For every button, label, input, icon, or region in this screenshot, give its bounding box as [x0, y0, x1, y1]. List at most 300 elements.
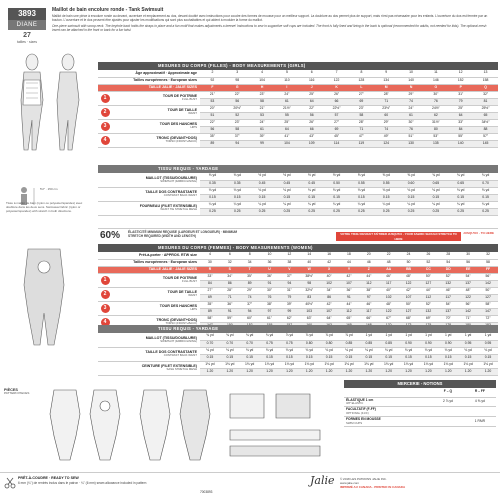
yardage-yd-cell: 1⅛ yd [458, 361, 478, 368]
ready-to-sew: PRÊT-À-COUDRE · READY TO SEW [18, 476, 79, 480]
measure-in-cell: 51" [399, 133, 424, 140]
age-row-cell: 8 [349, 70, 374, 77]
notions-header-row [344, 388, 496, 397]
measure-cm-cell: 99 [279, 308, 299, 315]
measure-in-cell: 38" [359, 287, 379, 294]
measure-cm-cell: 122 [399, 280, 419, 287]
rtw-size-row [98, 252, 498, 259]
measure-number-icon: 4 [98, 133, 112, 147]
measure-in-cell: 34" [319, 287, 339, 294]
yardage-m-cell: 0.70 [200, 340, 220, 347]
yardage-yd-cell: 1 yd [478, 333, 498, 340]
measure-number-icon [98, 347, 112, 361]
measure-in-cell: 34" [220, 273, 240, 280]
measure-cm-cell: 91 [260, 280, 280, 287]
yardage-yd-cell: ⅛ yd [438, 347, 458, 354]
yardage-m-cell: 0.15 [339, 354, 359, 361]
yardage-yd-cell: ⅞ yd [299, 333, 319, 340]
row-label: TAILLE DOS CONTRASTANTE CONTRAST BACK WAIST [112, 187, 200, 201]
yardage-yd-cell: ¼ yd [448, 201, 473, 208]
description-en: One-piece swimsuit with scoop neck. The keyhole back holds the straps in place and a fun motif that makes adjustments a breeze! Instructions to sew in supportive soft cups are included. The front is fully lined and lining in the back is optional (recommended for adults, not needed for kids). The optional mesh insert can be attached in the front or back for a fun twist. [52, 23, 487, 32]
measure-number-icon [98, 252, 112, 259]
measure-in-cell: 37" [240, 301, 260, 308]
measure-cm-cell: 112 [418, 294, 438, 301]
measure-in-cell: 50" [478, 287, 498, 294]
yardage-m-cell: 0.25 [399, 208, 424, 215]
measure-in-cell: 21½" [274, 105, 299, 112]
measure-cm-cell: 94 [279, 280, 299, 287]
women-band: MESURES DU CORPS (FEMMES) - BODY MEASUREMENTS (WOMEN) [98, 244, 498, 252]
measure-in-cell: 25" [274, 119, 299, 126]
measure-row-in [98, 287, 498, 294]
measure-in-cell: 59" [220, 315, 240, 322]
notions-row [344, 397, 496, 407]
yardage-m-cell: 0.45 [274, 180, 299, 187]
yardage-m-cell: 0.15 [423, 194, 448, 201]
yardage-yd-cell: ¼ yd [274, 201, 299, 208]
measure-in-cell: 27" [324, 119, 349, 126]
row-label: TOUR DES HANCHES HIPS [112, 301, 200, 315]
measure-in-cell: 46" [379, 273, 399, 280]
yardage-yd-cell: 1 yd [379, 333, 399, 340]
measure-in-cell: 21" [200, 91, 225, 98]
size-count-label: tailles · sizes [16, 40, 38, 45]
yardage-m-cell: 0.15 [299, 194, 324, 201]
yardage-yd-cell: ¼ yd [324, 201, 349, 208]
measure-cm-cell: 102 [379, 294, 399, 301]
yardage-m-cell: 0.60 [399, 180, 424, 187]
measure-in-cell: 32" [473, 91, 498, 98]
yardage-yd-cell: ⅞ yd [279, 333, 299, 340]
measure-cm-cell: 103 [299, 308, 319, 315]
measure-cm-cell: 109 [299, 140, 324, 147]
rtw-size-row-cell: 8 [240, 252, 260, 259]
euro-size-row-cell: 56 [458, 259, 478, 266]
measure-row-in [98, 91, 498, 98]
yardage-yd-cell: ½ yd [324, 173, 349, 180]
yardage-m-cell: 1.20 [240, 368, 260, 375]
yardage-yd-cell: ⅛ yd [399, 187, 424, 194]
notions-row-label: FACULTATIF (F-FF) OPTIONAL (F-FF) [344, 407, 432, 417]
yardage-m-cell: 0.65 [448, 180, 473, 187]
yardage-yd-cell: 1⅛ yd [359, 361, 379, 368]
measure-in-cell: 48" [399, 273, 419, 280]
measure-in-cell: 38½" [299, 273, 319, 280]
notions-row [344, 417, 496, 427]
yardage-m-cell: 0.15 [250, 194, 275, 201]
footer-notes [18, 476, 168, 485]
measure-in-cell: 69" [418, 315, 438, 322]
yardage-m-cell: 0.55 [374, 180, 399, 187]
yardage-m-cell: 0.25 [324, 208, 349, 215]
row-label: CEINTURE (FILET EXTENSIBLE) SASH STRETCH MESH [112, 361, 200, 375]
yardage-m-cell: 0.70 [220, 340, 240, 347]
yardage-m-cell: 1.20 [478, 368, 498, 375]
jalie-size-row-cell: AA [379, 266, 399, 273]
measure-in-cell: 34½" [473, 119, 498, 126]
jalie-size-row-cell: O [423, 84, 448, 91]
measure-in-cell: 39" [250, 133, 275, 140]
yardage-m-cell: 1.20 [438, 368, 458, 375]
age-row [98, 70, 498, 77]
measure-in-cell: 58" [200, 315, 220, 322]
yardage-m-cell: 0.15 [379, 354, 399, 361]
measure-in-cell: 24½" [423, 105, 448, 112]
jalie-size-row [98, 84, 498, 91]
measure-in-cell: 27" [200, 287, 220, 294]
yardage-m-cell: 0.90 [418, 340, 438, 347]
row-label: TAILLE JALIE · JALIE SIZES [112, 84, 200, 91]
girls-yardage-table [98, 173, 498, 216]
age-row-cell: 12 [448, 70, 473, 77]
yardage-yd-cell: ¾ yd [240, 333, 260, 340]
row-label: FOURNEAU (FILET EXTENSIBLE) WAIST TIE STRETCH MESH [112, 201, 200, 215]
measure-in-cell: 32½" [299, 287, 319, 294]
measure-in-cell: 23" [225, 119, 250, 126]
measure-cm-cell: 107 [319, 308, 339, 315]
measure-in-cell: 43" [299, 133, 324, 140]
measure-number-icon [98, 173, 112, 187]
notions-panel [344, 380, 496, 427]
age-row-cell: 9 [374, 70, 399, 77]
euro-size-row-cell: 134 [374, 77, 399, 84]
girls-measurement-table [98, 70, 498, 148]
measure-cm-cell: 56 [299, 112, 324, 119]
yardage-yd-cell: ⅛ yd [250, 187, 275, 194]
jalie-size-row-cell: N [399, 84, 424, 91]
measure-in-cell: 36" [339, 287, 359, 294]
yardage-m-cell: 0.90 [399, 340, 419, 347]
jalie-size-row-cell: EE [458, 266, 478, 273]
copyright-block [340, 477, 405, 489]
euro-size-row-cell: 52 [418, 259, 438, 266]
yardage-m-cell: 0.45 [250, 180, 275, 187]
measure-in-cell: 50" [418, 273, 438, 280]
yardage-m-cell: 0.15 [299, 354, 319, 361]
description-fr: Maillot de bain une pièce à encolure ronde au devant, ouverture et emplacement au dos, devant doublé avec instructions pour coudre des formes de mousse pour un meilleur support. La doublure au dos permet plus de support, mais n'est pas nécessaire pour les enfants. L'ouverture du dos est fermée par un bouton. L'ouverture et le dos peuvent être ajustés pour ajuster les modifications qui sont plus souhaitables et qui aident à moduler la forme du maillot. [52, 14, 488, 22]
yardage-row-yd [98, 187, 498, 194]
measure-in-cell: 28" [349, 119, 374, 126]
measure-in-cell: 42" [399, 287, 419, 294]
size-count-value: 27 [23, 32, 31, 39]
measure-in-cell: 40½" [299, 301, 319, 308]
measure-number-icon: 3 [98, 119, 112, 133]
measure-cm-cell: 147 [478, 308, 498, 315]
measure-cm-cell: 57 [324, 112, 349, 119]
yardage-m-cell: 0.25 [225, 208, 250, 215]
measure-cm-cell: 81 [473, 98, 498, 105]
age-row-cell: 6 [299, 70, 324, 77]
measure-cm-cell: 53 [250, 112, 275, 119]
notions-band: MERCERIE - NOTIONS [344, 380, 496, 388]
women-measurement-table [98, 252, 498, 330]
yardage-m-cell: 0.35 [200, 180, 225, 187]
swimsuit-illustration [10, 50, 90, 180]
yardage-yd-cell: ⅛ yd [448, 187, 473, 194]
measure-cm-cell: 104 [274, 140, 299, 147]
measure-in-cell: 33" [448, 119, 473, 126]
measure-in-cell: 31½" [423, 119, 448, 126]
euro-size-row-cell: 116 [299, 77, 324, 84]
measure-in-cell: 46" [438, 287, 458, 294]
yardage-m-cell: 0.50 [324, 180, 349, 187]
measure-cm-cell: 53 [200, 98, 225, 105]
measure-cm-cell: 117 [359, 308, 379, 315]
measure-number-icon: 2 [98, 105, 112, 119]
measure-in-cell: 33" [200, 273, 220, 280]
measure-cm-cell: 122 [379, 308, 399, 315]
measure-in-cell: 22" [299, 105, 324, 112]
jalie-size-row-cell: I [274, 84, 299, 91]
yardage-yd-cell: ⅛ yd [200, 187, 225, 194]
euro-size-row-cell: 140 [399, 77, 424, 84]
measure-cm-cell: 56 [200, 126, 225, 133]
yardage-yd-cell: ⅛ yd [319, 347, 339, 354]
measure-in-cell: 39" [279, 301, 299, 308]
rtw-size-row-cell: 6 [220, 252, 240, 259]
jalie-size-row-cell: T [240, 266, 260, 273]
yardage-yd-cell: ⅜ yd [225, 173, 250, 180]
yardage-yd-cell: 1⅛ yd [399, 361, 419, 368]
notions-col2: R – FF [464, 388, 496, 397]
measure-in-cell: 21" [250, 105, 275, 112]
jalie-size-row-cell: R [200, 266, 220, 273]
measure-in-cell: 47" [349, 133, 374, 140]
measure-in-cell: 60" [240, 315, 260, 322]
footer [0, 472, 500, 500]
girls-band: MESURES DU CORPS (FILLES) - BODY MEASUREMENTS (GIRLS) [98, 62, 498, 70]
pattern-description [52, 15, 490, 32]
yardage-m-cell: 1.20 [299, 368, 319, 375]
jalie-size-row-cell: X [319, 266, 339, 273]
measure-in-cell: 50" [399, 301, 419, 308]
yardage-m-cell: 0.15 [448, 194, 473, 201]
notions-value: 1 PAIR [464, 417, 496, 427]
yardage-yd-cell: 1 yd [438, 333, 458, 340]
measure-in-cell: 25" [448, 105, 473, 112]
yardage-m-cell: 0.95 [458, 340, 478, 347]
yardage-m-cell: 1.20 [458, 368, 478, 375]
yardage-yd-cell: ¼ yd [299, 201, 324, 208]
yardage-yd-cell: 1 yd [418, 333, 438, 340]
row-label: TOUR DE TAILLE WAIST [112, 105, 200, 119]
measure-in-cell: 20½" [225, 105, 250, 112]
measure-cm-cell: 56 [225, 98, 250, 105]
row-sublabel: HIPS [190, 307, 197, 312]
measure-in-cell: 45" [324, 133, 349, 140]
yardage-yd-cell: 1 yd [458, 333, 478, 340]
measure-in-cell: 48" [458, 287, 478, 294]
yardage-yd-cell: ¾ yd [423, 173, 448, 180]
measure-cm-cell: 52 [225, 112, 250, 119]
measure-in-cell: 42" [319, 301, 339, 308]
age-row-cell: 11 [423, 70, 448, 77]
rtw-size-row-cell: 28 [438, 252, 458, 259]
seam-allowance-note: 6 mm (¼") de rentrés inclus dans le patron · ¼" (6 mm) seam allowance included in pattern [18, 480, 147, 485]
measure-in-cell: 30" [423, 91, 448, 98]
measure-in-cell: 22" [200, 119, 225, 126]
measure-in-cell: 46" [359, 301, 379, 308]
measure-cm-cell: 107 [399, 294, 419, 301]
measure-cm-cell: 74 [240, 294, 260, 301]
measure-number-icon [98, 266, 112, 273]
row-sublabel: WAIST [188, 293, 197, 298]
yardage-yd-cell: ⅛ yd [379, 347, 399, 354]
measure-in-cell: 56" [478, 273, 498, 280]
yardage-yd-cell: 1⅛ yd [240, 361, 260, 368]
yardage-row-yd [98, 361, 498, 368]
measure-in-cell: 22" [225, 91, 250, 98]
measure-in-cell: 37" [225, 133, 250, 140]
measure-cm-cell: 130 [399, 140, 424, 147]
measure-cm-cell: 99 [250, 140, 275, 147]
measure-cm-cell: 76 [423, 98, 448, 105]
yardage-yd-cell: ⅛ yd [299, 187, 324, 194]
measure-cm-cell: 84 [200, 280, 220, 287]
measure-in-cell: 25½" [473, 105, 498, 112]
yardage-yd-cell: ½ yd [274, 173, 299, 180]
measure-cm-cell: 60 [374, 112, 399, 119]
jalie-size-row [98, 266, 498, 273]
jalie-size-row-cell: U [260, 266, 280, 273]
jalie-size-row-cell: Q [473, 84, 498, 91]
measure-number-icon [98, 361, 112, 375]
age-row-cell: 5 [274, 70, 299, 77]
yardage-yd-cell: 1⅛ yd [418, 361, 438, 368]
stretch-text: ÉLASTICITÉ MINIMUM REQUISE (LARGEUR ET LONGUEUR) · MINIMUM STRETCH REQUIRED (WIDTH AND LENGTH) [128, 230, 238, 238]
pattern-pieces-illustration [40, 384, 340, 464]
yardage-yd-cell: ¾ yd [448, 173, 473, 180]
yardage-yd-cell: ¾ yd [220, 333, 240, 340]
measure-cm-cell: 69 [324, 126, 349, 133]
yardage-yd-cell: ⅝ yd [349, 173, 374, 180]
measure-in-cell: 23" [349, 105, 374, 112]
yardage-yd-cell: ⅛ yd [339, 347, 359, 354]
measure-in-cell: 57" [473, 133, 498, 140]
measure-in-cell: 26" [324, 91, 349, 98]
stretch-tag: JUSQU'ICI · TO HERE [463, 231, 494, 235]
notions-row-label: ÉLASTIQUE 1 cm 3/8" ELASTIC [344, 397, 432, 407]
measure-cm-cell: 58 [349, 112, 374, 119]
measure-cm-cell: 137 [458, 280, 478, 287]
women-yardage-table [98, 333, 498, 376]
yardage-yd-cell: ¼ yd [399, 201, 424, 208]
row-sublabel: SASH STRETCH MESH [166, 367, 197, 372]
yardage-yd-cell: 1⅛ yd [438, 361, 458, 368]
measure-cm-cell: 65 [473, 112, 498, 119]
measure-cm-cell: 69 [349, 98, 374, 105]
pieces-section [4, 380, 496, 472]
yardage-m-cell: 1.20 [399, 368, 419, 375]
measure-cm-cell: 124 [374, 140, 399, 147]
pattern-header [0, 0, 500, 48]
measure-in-cell: 44" [418, 287, 438, 294]
measure-cm-cell: 132 [418, 308, 438, 315]
measure-in-cell: 37" [279, 273, 299, 280]
measure-cm-cell: 83 [299, 294, 319, 301]
rtw-size-row-cell: 32 [478, 252, 498, 259]
euro-size-row-cell: 30 [200, 259, 220, 266]
measure-row-in [98, 301, 498, 308]
girls-yardage-band: TISSU REQUIS - YARDAGE [98, 165, 498, 173]
yardage-yd-cell: ⅛ yd [324, 187, 349, 194]
yardage-m-cell: 0.15 [399, 354, 419, 361]
yardage-yd-cell: ⅝ yd [374, 173, 399, 180]
yardage-m-cell: 0.45 [299, 180, 324, 187]
yardage-yd-cell: 1⅛ yd [478, 361, 498, 368]
yardage-yd-cell: ¾ yd [473, 173, 498, 180]
yardage-m-cell: 0.15 [324, 194, 349, 201]
euro-size-row-cell: 32 [220, 259, 240, 266]
measure-cm-cell: 64 [274, 126, 299, 133]
pattern-title: Maillot de bain encolure ronde - Tank Swimsuit [52, 7, 164, 13]
measure-in-cell: 52" [438, 273, 458, 280]
jalie-size-row-cell: S [220, 266, 240, 273]
measure-in-cell: 56" [458, 301, 478, 308]
measure-row-in [98, 273, 498, 280]
jalie-size-row-cell: H [250, 84, 275, 91]
measure-row-in [98, 133, 498, 140]
measure-in-cell: 40" [319, 273, 339, 280]
measure-in-cell: 70" [438, 315, 458, 322]
measure-number-icon [98, 201, 112, 215]
row-label: TRONC (DEVANT+DOS) TORSO (FRONT+BACK) [112, 133, 200, 147]
yardage-yd-cell: 1⅛ yd [299, 361, 319, 368]
row-sublabel: TORSO (FRONT+BACK) [165, 321, 197, 326]
euro-size-row-cell: 110 [274, 77, 299, 84]
measure-in-cell: 72" [478, 315, 498, 322]
euro-size-row [98, 77, 498, 84]
measure-number-icon [98, 77, 112, 84]
rtw-size-row-cell: 10 [260, 252, 280, 259]
rtw-size-row-cell: 20 [359, 252, 379, 259]
measure-in-cell: 61" [260, 315, 280, 322]
measure-cm-cell: 86 [319, 294, 339, 301]
yardage-row-yd [98, 173, 498, 180]
yardage-m-cell: 0.25 [299, 208, 324, 215]
yardage-row-yd [98, 201, 498, 208]
measure-in-cell: 38" [260, 301, 280, 308]
measure-cm-cell: 69 [200, 294, 220, 301]
model-height: 5'2" · 150 cm [40, 187, 58, 191]
measure-in-cell: 31" [448, 91, 473, 98]
euro-size-row-cell: 36 [260, 259, 280, 266]
measure-in-cell: 44" [339, 301, 359, 308]
measure-cm-cell: 61 [399, 112, 424, 119]
yardage-yd-cell: ⅛ yd [349, 187, 374, 194]
yardage-m-cell: 0.15 [399, 194, 424, 201]
notions-value [432, 407, 464, 417]
row-label: TAILLE DOS CONTRASTANTE CONTRAST BACK WAIST [112, 347, 200, 361]
yardage-yd-cell: ⅜ yd [200, 173, 225, 180]
measure-in-cell: 25" [299, 91, 324, 98]
euro-size-row-cell: 48 [379, 259, 399, 266]
pieces-title: PIÈCES [4, 388, 18, 392]
measure-cm-cell: 89 [240, 280, 260, 287]
notions-col1: F – Q [432, 388, 464, 397]
yardage-yd-cell: 1 yd [399, 333, 419, 340]
yardage-yd-cell: ¼ yd [374, 201, 399, 208]
measure-in-cell: 55" [448, 133, 473, 140]
measure-in-cell: 49" [374, 133, 399, 140]
yardage-yd-cell: ¼ yd [250, 201, 275, 208]
yardage-yd-cell: ⅞ yd [339, 333, 359, 340]
rtw-size-row-cell: 12 [279, 252, 299, 259]
yardage-m-cell: 0.15 [200, 194, 225, 201]
yardage-m-cell: 1.20 [359, 368, 379, 375]
euro-size-row-cell: 128 [349, 77, 374, 84]
yardage-m-cell: 0.15 [418, 354, 438, 361]
